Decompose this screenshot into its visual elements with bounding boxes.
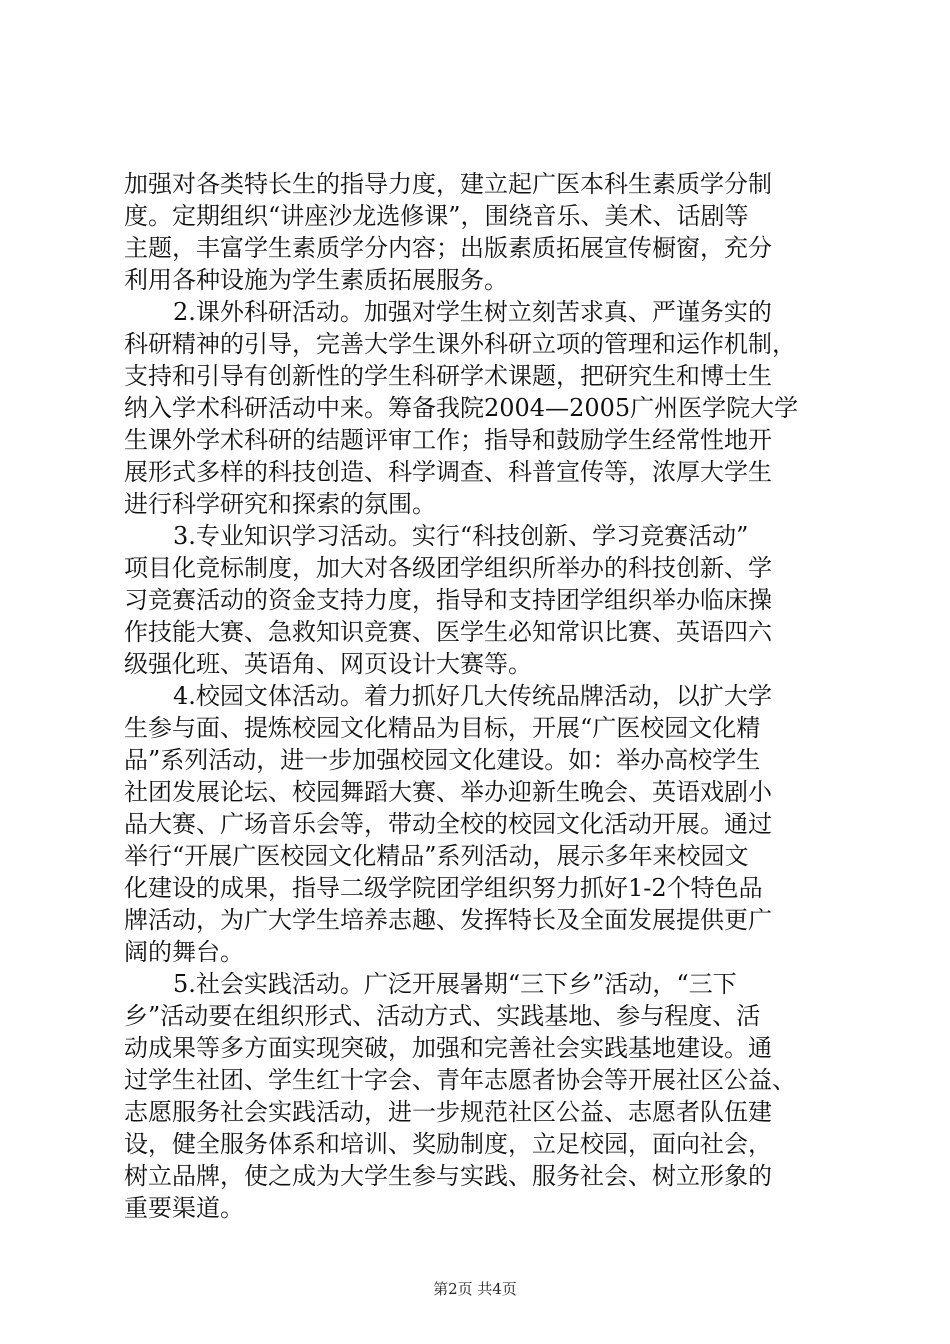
text-line: 纳入学术科研活动中来。筹备我院2004—2005广州医学院大学 — [124, 394, 799, 422]
text-line: 3.专业知识学习活动。实行“科技创新、学习竞赛活动” — [173, 522, 749, 550]
text-line: 习竞赛活动的资金支持力度，指导和支持团学组织举办临床操 — [124, 586, 772, 614]
text-line: 主题，丰富学生素质学分内容；出版素质拓展宣传橱窗，充分 — [124, 234, 772, 262]
text-line: 设，健全服务体系和培训、奖励制度，立足校园，面向社会， — [124, 1130, 772, 1158]
text-line: 利用各种设施为学生素质拓展服务。 — [124, 266, 508, 294]
text-line: 2.课外科研活动。加强对学生树立刻苦求真、严谨务实的 — [173, 298, 772, 326]
text-line: 进行科学研究和探索的氛围。 — [124, 490, 436, 518]
text-line: 品”系列活动，进一步加强校园文化建设。如：举办高校学生 — [124, 746, 761, 774]
text-line: 4.校园文体活动。着力抓好几大传统品牌活动，以扩大学 — [173, 682, 772, 710]
text-line: 科研精神的引导，完善大学生课外科研立项的管理和运作机制， — [124, 330, 796, 358]
text-line: 作技能大赛、急救知识竞赛、医学生必知常识比赛、英语四六 — [124, 618, 772, 646]
text-line: 过学生社团、学生红十字会、青年志愿者协会等开展社区公益、 — [124, 1066, 796, 1094]
text-line: 志愿服务社会实践活动，进一步规范社区公益、志愿者队伍建 — [124, 1098, 772, 1126]
text-line: 生课外学术科研的结题评审工作；指导和鼓励学生经常性地开 — [124, 426, 772, 454]
text-line: 牌活动，为广大学生培养志趣、发挥特长及全面发展提供更广 — [124, 906, 772, 934]
text-line: 加强对各类特长生的指导力度，建立起广医本科生素质学分制 — [124, 170, 772, 198]
text-line: 品大赛、广场音乐会等，带动全校的校园文化活动开展。通过 — [124, 810, 772, 838]
page-number: 第2页 共4页 — [433, 1280, 517, 1298]
text-line: 举行“开展广医校园文化精品”系列活动，展示多年来校园文 — [124, 842, 749, 870]
text-line: 乡”活动要在组织形式、活动方式、实践基地、参与程度、活 — [124, 1002, 761, 1030]
text-line: 动成果等多方面实现突破，加强和完善社会实践基地建设。通 — [124, 1034, 772, 1062]
text-line: 阔的舞台。 — [124, 938, 244, 966]
text-line: 项目化竞标制度，加大对各级团学组织所举办的科技创新、学 — [124, 554, 772, 582]
text-line: 级强化班、英语角、网页设计大赛等。 — [124, 650, 532, 678]
text-line: 生参与面、提炼校园文化精品为目标，开展“广医校园文化精 — [124, 714, 761, 742]
text-line: 支持和引导有创新性的学生科研学术课题，把研究生和博士生 — [124, 362, 772, 390]
text-line: 化建设的成果，指导二级学院团学组织努力抓好1-2个特色品 — [124, 874, 763, 902]
text-line: 树立品牌，使之成为大学生参与实践、服务社会、树立形象的 — [124, 1162, 772, 1190]
text-line: 展形式多样的科技创造、科学调查、科普宣传等，浓厚大学生 — [124, 458, 772, 486]
text-line: 5.社会实践活动。广泛开展暑期“三下乡”活动，“三下 — [173, 970, 737, 998]
text-line: 度。定期组织“讲座沙龙选修课”，围绕音乐、美术、话剧等 — [124, 202, 749, 230]
text-line: 社团发展论坛、校园舞蹈大赛、举办迎新生晚会、英语戏剧小 — [124, 778, 772, 806]
text-line: 重要渠道。 — [124, 1194, 244, 1222]
